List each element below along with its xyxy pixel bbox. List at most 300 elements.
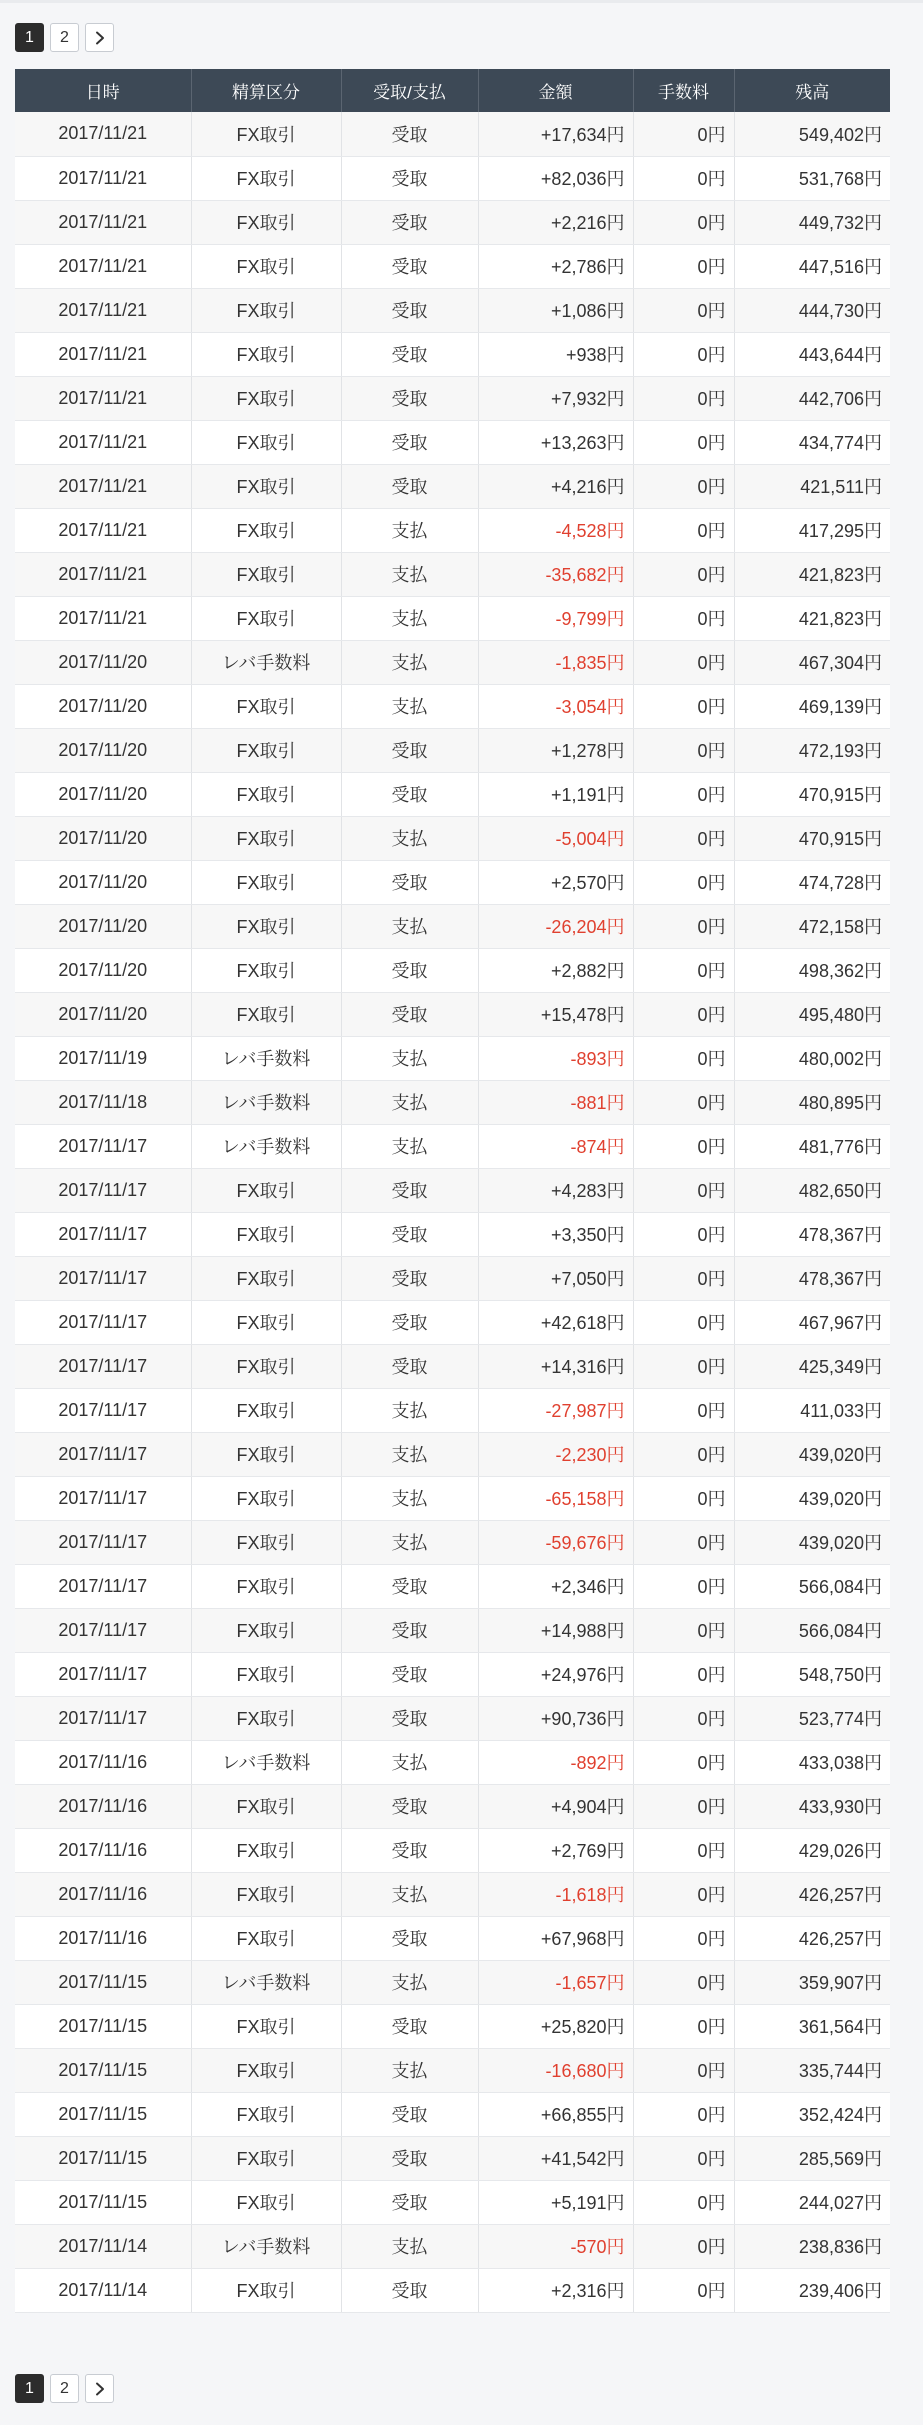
- cell-datetime: 2017/11/21: [15, 464, 191, 508]
- cell-datetime: 2017/11/20: [15, 816, 191, 860]
- cell-fee: 0円: [633, 860, 734, 904]
- cell-amount: -5,004円: [478, 816, 633, 860]
- cell-fee: 0円: [633, 1740, 734, 1784]
- cell-settlement-type: FX取引: [191, 1388, 341, 1432]
- top-divider: [0, 0, 923, 3]
- cell-amount: +24,976円: [478, 1652, 633, 1696]
- cell-settlement-type: FX取引: [191, 1652, 341, 1696]
- cell-direction: 受取: [341, 2136, 478, 2180]
- table-row: [15, 904, 890, 948]
- cell-direction: 受取: [341, 1564, 478, 1608]
- cell-settlement-type: FX取引: [191, 1344, 341, 1388]
- cell-direction: 受取: [341, 2268, 478, 2312]
- table-row: [15, 1652, 890, 1696]
- cell-fee: 0円: [633, 1784, 734, 1828]
- cell-fee: 0円: [633, 1564, 734, 1608]
- cell-balance: 566,084円: [734, 1564, 890, 1608]
- table-row: [15, 1300, 890, 1344]
- cell-amount: -892円: [478, 1740, 633, 1784]
- cell-amount: -881円: [478, 1080, 633, 1124]
- cell-datetime: 2017/11/20: [15, 904, 191, 948]
- cell-datetime: 2017/11/15: [15, 1960, 191, 2004]
- pagination-top: [15, 23, 114, 52]
- cell-settlement-type: FX取引: [191, 1168, 341, 1212]
- cell-fee: 0円: [633, 2180, 734, 2224]
- cell-fee: 0円: [633, 728, 734, 772]
- cell-datetime: 2017/11/21: [15, 112, 191, 156]
- cell-datetime: 2017/11/21: [15, 596, 191, 640]
- cell-fee: 0円: [633, 992, 734, 1036]
- cell-balance: 478,367円: [734, 1212, 890, 1256]
- cell-amount: +90,736円: [478, 1696, 633, 1740]
- cell-datetime: 2017/11/17: [15, 1520, 191, 1564]
- cell-datetime: 2017/11/21: [15, 420, 191, 464]
- table-row: [15, 728, 890, 772]
- cell-settlement-type: FX取引: [191, 552, 341, 596]
- table-row: [15, 1564, 890, 1608]
- cell-amount: -570円: [478, 2224, 633, 2268]
- cell-balance: 426,257円: [734, 1916, 890, 1960]
- cell-amount: +14,316円: [478, 1344, 633, 1388]
- cell-amount: -26,204円: [478, 904, 633, 948]
- cell-direction: 受取: [341, 992, 478, 1036]
- cell-balance: 426,257円: [734, 1872, 890, 1916]
- table-row: [15, 2092, 890, 2136]
- cell-direction: 受取: [341, 1696, 478, 1740]
- cell-direction: 支払: [341, 904, 478, 948]
- cell-amount: +14,988円: [478, 1608, 633, 1652]
- cell-fee: 0円: [633, 200, 734, 244]
- cell-datetime: 2017/11/21: [15, 288, 191, 332]
- cell-datetime: 2017/11/16: [15, 1740, 191, 1784]
- cell-direction: 支払: [341, 684, 478, 728]
- cell-datetime: 2017/11/20: [15, 728, 191, 772]
- cell-direction: 支払: [341, 552, 478, 596]
- cell-datetime: 2017/11/20: [15, 992, 191, 1036]
- cell-settlement-type: FX取引: [191, 728, 341, 772]
- cell-balance: 239,406円: [734, 2268, 890, 2312]
- cell-datetime: 2017/11/16: [15, 1828, 191, 1872]
- table-row: [15, 1740, 890, 1784]
- cell-balance: 444,730円: [734, 288, 890, 332]
- cell-fee: 0円: [633, 1344, 734, 1388]
- cell-datetime: 2017/11/16: [15, 1784, 191, 1828]
- cell-fee: 0円: [633, 2048, 734, 2092]
- cell-fee: 0円: [633, 1388, 734, 1432]
- cell-balance: 566,084円: [734, 1608, 890, 1652]
- cell-direction: 支払: [341, 596, 478, 640]
- cell-datetime: 2017/11/17: [15, 1432, 191, 1476]
- cell-datetime: 2017/11/15: [15, 2048, 191, 2092]
- cell-amount: +13,263円: [478, 420, 633, 464]
- cell-fee: 0円: [633, 816, 734, 860]
- table-row: [15, 2224, 890, 2268]
- cell-direction: 受取: [341, 200, 478, 244]
- table-row: [15, 1124, 890, 1168]
- cell-settlement-type: FX取引: [191, 2092, 341, 2136]
- cell-amount: -1,835円: [478, 640, 633, 684]
- cell-amount: +42,618円: [478, 1300, 633, 1344]
- cell-amount: +66,855円: [478, 2092, 633, 2136]
- cell-balance: 469,139円: [734, 684, 890, 728]
- page-2-button[interactable]: 2: [50, 2374, 79, 2403]
- table-row: [15, 1872, 890, 1916]
- transaction-table: [15, 69, 890, 2313]
- cell-balance: 498,362円: [734, 948, 890, 992]
- cell-settlement-type: FX取引: [191, 244, 341, 288]
- cell-fee: 0円: [633, 376, 734, 420]
- column-header-fee: 手数料: [633, 69, 734, 112]
- cell-direction: 受取: [341, 1344, 478, 1388]
- cell-balance: 335,744円: [734, 2048, 890, 2092]
- cell-datetime: 2017/11/17: [15, 1300, 191, 1344]
- cell-direction: 受取: [341, 376, 478, 420]
- cell-datetime: 2017/11/21: [15, 552, 191, 596]
- cell-direction: 支払: [341, 1960, 478, 2004]
- cell-direction: 受取: [341, 1828, 478, 1872]
- column-header-balance: 残高: [734, 69, 890, 112]
- cell-fee: 0円: [633, 156, 734, 200]
- cell-fee: 0円: [633, 508, 734, 552]
- cell-direction: 支払: [341, 1740, 478, 1784]
- table-row: [15, 684, 890, 728]
- cell-fee: 0円: [633, 2268, 734, 2312]
- cell-amount: -874円: [478, 1124, 633, 1168]
- cell-direction: 受取: [341, 1608, 478, 1652]
- cell-fee: 0円: [633, 112, 734, 156]
- table-row: [15, 948, 890, 992]
- cell-balance: 442,706円: [734, 376, 890, 420]
- cell-balance: 434,774円: [734, 420, 890, 464]
- cell-settlement-type: FX取引: [191, 772, 341, 816]
- cell-fee: 0円: [633, 640, 734, 684]
- cell-settlement-type: FX取引: [191, 200, 341, 244]
- cell-settlement-type: FX取引: [191, 904, 341, 948]
- cell-balance: 549,402円: [734, 112, 890, 156]
- cell-fee: 0円: [633, 1168, 734, 1212]
- cell-amount: +15,478円: [478, 992, 633, 1036]
- cell-balance: 361,564円: [734, 2004, 890, 2048]
- cell-balance: 523,774円: [734, 1696, 890, 1740]
- cell-datetime: 2017/11/15: [15, 2180, 191, 2224]
- cell-datetime: 2017/11/20: [15, 772, 191, 816]
- column-header-datetime: 日時: [15, 69, 191, 112]
- cell-datetime: 2017/11/15: [15, 2092, 191, 2136]
- table-row: [15, 1080, 890, 1124]
- cell-settlement-type: FX取引: [191, 1212, 341, 1256]
- cell-direction: 支払: [341, 640, 478, 684]
- cell-direction: 受取: [341, 1256, 478, 1300]
- cell-datetime: 2017/11/21: [15, 156, 191, 200]
- cell-settlement-type: FX取引: [191, 596, 341, 640]
- cell-balance: 478,367円: [734, 1256, 890, 1300]
- cell-fee: 0円: [633, 2092, 734, 2136]
- chevron-right-icon: [94, 31, 106, 45]
- next-page-button[interactable]: [85, 2374, 114, 2403]
- cell-datetime: 2017/11/21: [15, 200, 191, 244]
- cell-datetime: 2017/11/20: [15, 640, 191, 684]
- cell-settlement-type: FX取引: [191, 1916, 341, 1960]
- table-row: [15, 2004, 890, 2048]
- cell-datetime: 2017/11/19: [15, 1036, 191, 1080]
- cell-direction: 受取: [341, 156, 478, 200]
- cell-balance: 531,768円: [734, 156, 890, 200]
- cell-settlement-type: FX取引: [191, 1696, 341, 1740]
- cell-fee: 0円: [633, 244, 734, 288]
- cell-direction: 受取: [341, 1300, 478, 1344]
- cell-fee: 0円: [633, 1036, 734, 1080]
- cell-fee: 0円: [633, 2224, 734, 2268]
- cell-amount: -59,676円: [478, 1520, 633, 1564]
- cell-balance: 472,193円: [734, 728, 890, 772]
- cell-settlement-type: FX取引: [191, 1520, 341, 1564]
- cell-amount: -1,618円: [478, 1872, 633, 1916]
- table-row: [15, 112, 890, 156]
- cell-settlement-type: レバ手数料: [191, 1960, 341, 2004]
- cell-direction: 受取: [341, 464, 478, 508]
- cell-fee: 0円: [633, 596, 734, 640]
- cell-settlement-type: レバ手数料: [191, 640, 341, 684]
- cell-balance: 467,967円: [734, 1300, 890, 1344]
- cell-fee: 0円: [633, 1432, 734, 1476]
- cell-settlement-type: FX取引: [191, 1256, 341, 1300]
- cell-balance: 447,516円: [734, 244, 890, 288]
- table-row: [15, 1520, 890, 1564]
- cell-amount: +1,191円: [478, 772, 633, 816]
- cell-settlement-type: レバ手数料: [191, 1080, 341, 1124]
- cell-balance: 417,295円: [734, 508, 890, 552]
- cell-direction: 受取: [341, 420, 478, 464]
- cell-datetime: 2017/11/21: [15, 376, 191, 420]
- table-row: [15, 1828, 890, 1872]
- cell-fee: 0円: [633, 2004, 734, 2048]
- cell-amount: +67,968円: [478, 1916, 633, 1960]
- cell-settlement-type: FX取引: [191, 508, 341, 552]
- table-row: [15, 816, 890, 860]
- cell-fee: 0円: [633, 552, 734, 596]
- page-1-button[interactable]: 1: [15, 23, 44, 52]
- cell-datetime: 2017/11/21: [15, 244, 191, 288]
- cell-settlement-type: FX取引: [191, 2004, 341, 2048]
- cell-datetime: 2017/11/14: [15, 2268, 191, 2312]
- cell-datetime: 2017/11/20: [15, 684, 191, 728]
- cell-datetime: 2017/11/17: [15, 1124, 191, 1168]
- table-row: [15, 1388, 890, 1432]
- table-row: [15, 772, 890, 816]
- cell-direction: 支払: [341, 1388, 478, 1432]
- cell-amount: -893円: [478, 1036, 633, 1080]
- cell-settlement-type: FX取引: [191, 1872, 341, 1916]
- cell-settlement-type: FX取引: [191, 1564, 341, 1608]
- cell-fee: 0円: [633, 288, 734, 332]
- cell-amount: +2,346円: [478, 1564, 633, 1608]
- cell-amount: +82,036円: [478, 156, 633, 200]
- cell-settlement-type: FX取引: [191, 376, 341, 420]
- cell-amount: +2,786円: [478, 244, 633, 288]
- cell-direction: 受取: [341, 332, 478, 376]
- cell-amount: +4,283円: [478, 1168, 633, 1212]
- cell-balance: 474,728円: [734, 860, 890, 904]
- cell-balance: 411,033円: [734, 1388, 890, 1432]
- cell-amount: +5,191円: [478, 2180, 633, 2224]
- cell-direction: 受取: [341, 1212, 478, 1256]
- cell-fee: 0円: [633, 684, 734, 728]
- page-2-button[interactable]: 2: [50, 23, 79, 52]
- cell-direction: 受取: [341, 1784, 478, 1828]
- cell-fee: 0円: [633, 1872, 734, 1916]
- cell-fee: 0円: [633, 1212, 734, 1256]
- cell-fee: 0円: [633, 1916, 734, 1960]
- cell-balance: 429,026円: [734, 1828, 890, 1872]
- cell-fee: 0円: [633, 1124, 734, 1168]
- cell-balance: 482,650円: [734, 1168, 890, 1212]
- cell-balance: 433,038円: [734, 1740, 890, 1784]
- cell-settlement-type: FX取引: [191, 816, 341, 860]
- cell-amount: +2,216円: [478, 200, 633, 244]
- table-row: [15, 1344, 890, 1388]
- cell-balance: 439,020円: [734, 1520, 890, 1564]
- cell-balance: 439,020円: [734, 1432, 890, 1476]
- table-row: [15, 1036, 890, 1080]
- cell-direction: 受取: [341, 2092, 478, 2136]
- cell-direction: 支払: [341, 1124, 478, 1168]
- cell-balance: 285,569円: [734, 2136, 890, 2180]
- table-row: [15, 1476, 890, 1520]
- table-row: [15, 1784, 890, 1828]
- cell-fee: 0円: [633, 1080, 734, 1124]
- table-header-row: [15, 69, 890, 112]
- cell-settlement-type: FX取引: [191, 2048, 341, 2092]
- cell-direction: 受取: [341, 948, 478, 992]
- cell-balance: 480,002円: [734, 1036, 890, 1080]
- table-row: [15, 1168, 890, 1212]
- cell-datetime: 2017/11/20: [15, 860, 191, 904]
- cell-amount: +41,542円: [478, 2136, 633, 2180]
- table-row: [15, 156, 890, 200]
- cell-direction: 受取: [341, 112, 478, 156]
- cell-balance: 421,511円: [734, 464, 890, 508]
- table-row: [15, 288, 890, 332]
- cell-fee: 0円: [633, 2136, 734, 2180]
- cell-amount: +1,278円: [478, 728, 633, 772]
- cell-datetime: 2017/11/17: [15, 1344, 191, 1388]
- page-1-button[interactable]: 1: [15, 2374, 44, 2403]
- cell-amount: +17,634円: [478, 112, 633, 156]
- cell-balance: 244,027円: [734, 2180, 890, 2224]
- cell-amount: +4,904円: [478, 1784, 633, 1828]
- cell-fee: 0円: [633, 1696, 734, 1740]
- cell-settlement-type: FX取引: [191, 332, 341, 376]
- cell-settlement-type: FX取引: [191, 948, 341, 992]
- cell-direction: 支払: [341, 2224, 478, 2268]
- cell-datetime: 2017/11/15: [15, 2136, 191, 2180]
- cell-settlement-type: FX取引: [191, 288, 341, 332]
- cell-datetime: 2017/11/17: [15, 1212, 191, 1256]
- cell-settlement-type: FX取引: [191, 860, 341, 904]
- cell-datetime: 2017/11/17: [15, 1696, 191, 1740]
- cell-balance: 352,424円: [734, 2092, 890, 2136]
- table-row: [15, 1696, 890, 1740]
- cell-direction: 受取: [341, 1652, 478, 1696]
- cell-amount: +7,050円: [478, 1256, 633, 1300]
- table-row: [15, 640, 890, 684]
- cell-balance: 425,349円: [734, 1344, 890, 1388]
- cell-settlement-type: FX取引: [191, 1784, 341, 1828]
- table-row: [15, 1916, 890, 1960]
- table-row: [15, 200, 890, 244]
- cell-fee: 0円: [633, 772, 734, 816]
- table-row: [15, 1256, 890, 1300]
- cell-amount: +7,932円: [478, 376, 633, 420]
- table-row: [15, 244, 890, 288]
- cell-settlement-type: FX取引: [191, 1432, 341, 1476]
- cell-balance: 467,304円: [734, 640, 890, 684]
- cell-balance: 443,644円: [734, 332, 890, 376]
- cell-balance: 495,480円: [734, 992, 890, 1036]
- cell-amount: -9,799円: [478, 596, 633, 640]
- cell-datetime: 2017/11/17: [15, 1388, 191, 1432]
- cell-fee: 0円: [633, 1520, 734, 1564]
- cell-settlement-type: FX取引: [191, 1476, 341, 1520]
- cell-balance: 238,836円: [734, 2224, 890, 2268]
- cell-amount: +1,086円: [478, 288, 633, 332]
- column-header-amount: 金額: [478, 69, 633, 112]
- cell-balance: 359,907円: [734, 1960, 890, 2004]
- next-page-button[interactable]: [85, 23, 114, 52]
- cell-direction: 受取: [341, 1916, 478, 1960]
- cell-direction: 支払: [341, 1080, 478, 1124]
- cell-settlement-type: レバ手数料: [191, 1740, 341, 1784]
- cell-balance: 470,915円: [734, 816, 890, 860]
- cell-direction: 支払: [341, 1432, 478, 1476]
- table-row: [15, 2048, 890, 2092]
- cell-fee: 0円: [633, 1960, 734, 2004]
- cell-amount: -1,657円: [478, 1960, 633, 2004]
- cell-settlement-type: FX取引: [191, 112, 341, 156]
- table-row: [15, 1212, 890, 1256]
- cell-datetime: 2017/11/17: [15, 1168, 191, 1212]
- cell-settlement-type: レバ手数料: [191, 2224, 341, 2268]
- cell-fee: 0円: [633, 420, 734, 464]
- table-row: [15, 464, 890, 508]
- cell-settlement-type: FX取引: [191, 2136, 341, 2180]
- cell-settlement-type: FX取引: [191, 684, 341, 728]
- cell-amount: +3,350円: [478, 1212, 633, 1256]
- table-row: [15, 2136, 890, 2180]
- cell-settlement-type: FX取引: [191, 2180, 341, 2224]
- cell-direction: 受取: [341, 2004, 478, 2048]
- cell-settlement-type: FX取引: [191, 1828, 341, 1872]
- table-row: [15, 2180, 890, 2224]
- table-row: [15, 376, 890, 420]
- cell-balance: 470,915円: [734, 772, 890, 816]
- cell-amount: +2,570円: [478, 860, 633, 904]
- cell-datetime: 2017/11/16: [15, 1872, 191, 1916]
- cell-settlement-type: FX取引: [191, 1300, 341, 1344]
- cell-balance: 481,776円: [734, 1124, 890, 1168]
- cell-datetime: 2017/11/17: [15, 1476, 191, 1520]
- cell-fee: 0円: [633, 1608, 734, 1652]
- cell-fee: 0円: [633, 1828, 734, 1872]
- cell-datetime: 2017/11/21: [15, 332, 191, 376]
- cell-balance: 449,732円: [734, 200, 890, 244]
- cell-fee: 0円: [633, 904, 734, 948]
- cell-datetime: 2017/11/17: [15, 1256, 191, 1300]
- cell-amount: -27,987円: [478, 1388, 633, 1432]
- cell-direction: 受取: [341, 2180, 478, 2224]
- cell-balance: 421,823円: [734, 552, 890, 596]
- cell-amount: +4,216円: [478, 464, 633, 508]
